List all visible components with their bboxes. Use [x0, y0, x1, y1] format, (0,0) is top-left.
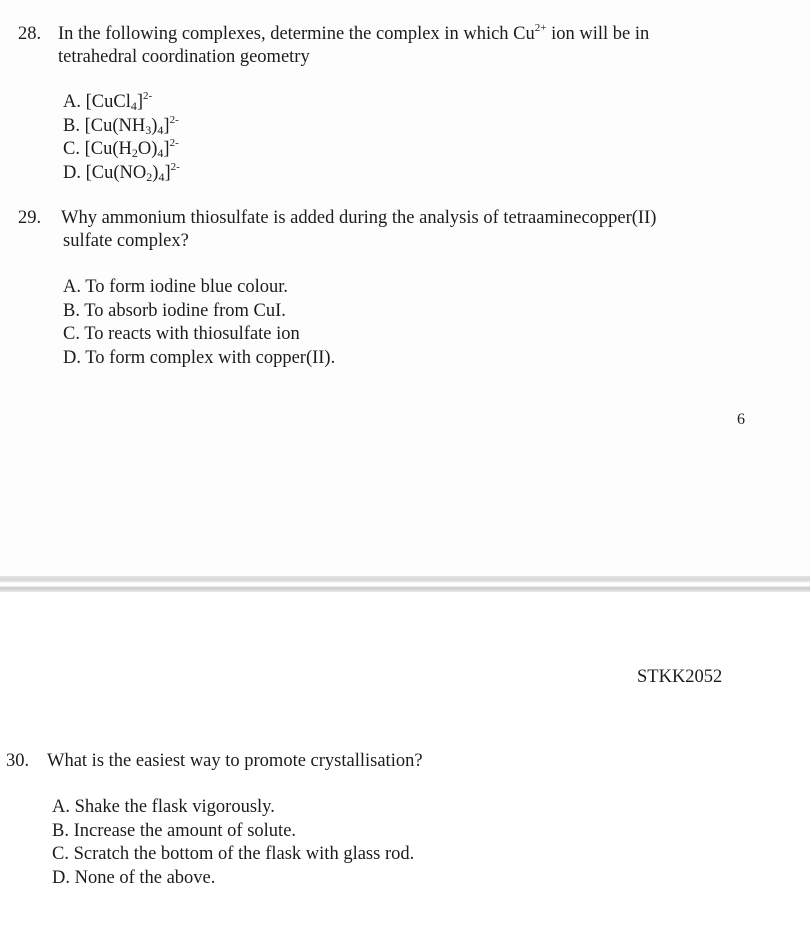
page-divider: [0, 576, 810, 592]
question-29-text-line2: sulfate complex?: [63, 231, 189, 251]
question-28-option-c: C. $[Cu(H_2O)_4]^{2-}$: [63, 137, 179, 160]
question-30-option-a: A. Shake the flask vigorously.: [52, 797, 275, 817]
question-29-number: 29.: [18, 208, 42, 228]
question-30-option-d: D. None of the above.: [52, 867, 216, 888]
question-29-option-d: D. To form complex with copper(II).: [63, 347, 336, 368]
course-code: STKK2052: [637, 667, 723, 687]
question-28-number: 28.: [18, 24, 42, 44]
question-29-option-a: A. To form iodine blue colour.: [63, 277, 288, 297]
page-number: 6: [737, 411, 745, 428]
question-30-option-b: B. Increase the amount of solute.: [52, 820, 297, 841]
question-28-text-line2: tetrahedral coordination geometry: [58, 47, 310, 67]
question-30-number: 30.: [6, 751, 30, 771]
question-29-option-c: C. To reacts with thiosulfate ion: [63, 324, 300, 344]
question-29-text-line1: Why ammonium thiosulfate is added during the analysis of tetraaminecopper(II): [61, 208, 657, 228]
question-28-text-line1: In the following complexes, determine the complex in which $Cu^{2+}$ ion will be in: [58, 22, 650, 44]
question-30-text: What is the easiest way to promote crystallisation?: [47, 751, 423, 771]
question-30-option-c: C. Scratch the bottom of the flask with glass rod.: [52, 844, 415, 864]
question-29-option-b: B. To absorb iodine from CuI.: [63, 300, 286, 321]
question-28-option-d: D. $[Cu(NO_2)_4]^{2-}$: [63, 160, 180, 184]
question-28-option-a: A. [CuCl$_4$]$^{2-}$: [63, 90, 153, 113]
question-28-option-b: B. $[Cu(NH_3)_4]^{2-}$: [63, 113, 179, 137]
